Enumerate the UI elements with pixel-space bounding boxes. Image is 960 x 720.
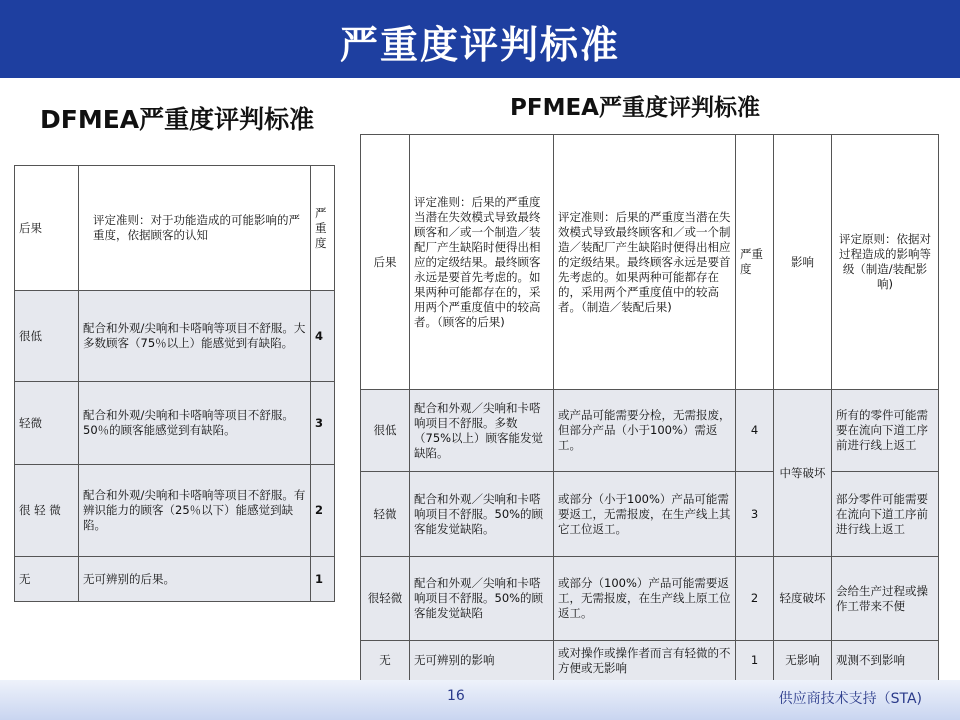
row-mfg: 或产品可能需要分检，无需报废，但部分产品（小于100%）需返工。 [554,390,736,472]
header-mfg-criteria: 评定准则：后果的严重度当潜在失效模式导致最终顾客和／或一个制造／装配厂产生缺陷时便得出相应的定级结果。最终顾客永远是要首先考虑的。如果两种可能都存在的，采用两个严重度值中的较高者。（制造／装配后果) [554,135,736,390]
table-row [361,472,939,557]
dfmea-subtitle: DFMEA严重度评判标准 [40,105,315,134]
row-process: 所有的零件可能需要在流向下道工序前进行线上返工 [832,390,939,472]
row-impact: 轻度破坏 [774,557,832,641]
header-criteria: 评定准则：对于功能造成的可能影响的严重度，依据顾客的认知 [79,166,311,291]
table-row [15,557,335,602]
table-header-row [15,166,335,291]
page-number: 16 [447,688,465,704]
dfmea-table [14,165,335,602]
footer-org: 供应商技术支持（STA) [778,691,922,707]
row-customer: 配合和外观／尖响和卡嗒响项目不舒服。多数（75%以上）顾客能发觉缺陷。 [410,390,554,472]
header-effect: 后果 [15,166,79,291]
table-row [361,390,939,472]
header-impact: 影响 [774,135,832,390]
row-rank: 1 [311,557,335,602]
row-criteria: 配合和外观/尖响和卡嗒响等项目不舒服。大多数顾客（75％以上）能感觉到有缺陷。 [79,291,311,382]
pfmea-table [360,134,939,681]
row-mfg: 或对操作或操作者而言有轻微的不方便或无影响 [554,641,736,681]
footer-bar [0,680,960,720]
header-rank: 严重度 [736,135,774,390]
page-title: 严重度评判标准 [339,23,620,67]
table-row [361,557,939,641]
header-effect: 后果 [361,135,410,390]
row-effect: 轻微 [361,472,410,557]
pfmea-subtitle: PFMEA严重度评判标准 [510,95,760,121]
row-criteria: 配合和外观/尖响和卡嗒响等项目不舒服。有辨识能力的顾客（25％以下）能感觉到缺陷。 [79,465,311,557]
row-effect: 很 轻 微 [15,465,79,557]
row-effect: 轻微 [15,382,79,465]
table-row [361,641,939,681]
row-effect: 很低 [361,390,410,472]
row-impact: 中等破坏 [774,390,832,557]
row-effect: 很轻微 [361,557,410,641]
row-effect: 无 [361,641,410,681]
row-rank: 1 [736,641,774,681]
row-process: 部分零件可能需要在流向下道工序前进行线上返工 [832,472,939,557]
row-rank: 3 [311,382,335,465]
row-effect: 很低 [15,291,79,382]
row-process: 观测不到影响 [832,641,939,681]
header-rank: 严重度 [311,166,335,291]
table-row [15,382,335,465]
row-mfg: 或部分（100%）产品可能需要返工，无需报废，在生产线上原工位返工。 [554,557,736,641]
title-banner [0,0,960,78]
row-criteria: 配合和外观/尖响和卡嗒响等项目不舒服。50％的顾客能感觉到有缺陷。 [79,382,311,465]
row-rank: 2 [311,465,335,557]
row-mfg: 或部分（小于100%）产品可能需要返工，无需报废，在生产线上其它工位返工。 [554,472,736,557]
header-process-criteria: 评定原则：依据对过程造成的影响等级（制造/装配影响) [832,135,939,390]
row-criteria: 无可辨别的后果。 [79,557,311,602]
row-rank: 2 [736,557,774,641]
table-header-row [361,135,939,390]
row-rank: 3 [736,472,774,557]
row-customer: 无可辨别的影响 [410,641,554,681]
row-customer: 配合和外观／尖响和卡嗒响项目不舒服。50%的顾客能发觉缺陷。 [410,472,554,557]
header-customer-criteria: 评定准则：后果的严重度当潜在失效模式导致最终顾客和／或一个制造／装配厂产生缺陷时便得出相应的定级结果。最终顾客永远是要首先考虑的。如果两种可能都存在的，采用两个严重度值中的较高者。（顾客的后果) [410,135,554,390]
table-row [15,465,335,557]
row-process: 会给生产过程或操作工带来不便 [832,557,939,641]
row-customer: 配合和外观／尖响和卡嗒响项目不舒服。50%的顾客能发觉缺陷 [410,557,554,641]
row-rank: 4 [736,390,774,472]
row-impact: 无影响 [774,641,832,681]
row-effect: 无 [15,557,79,602]
table-row [15,291,335,382]
row-rank: 4 [311,291,335,382]
